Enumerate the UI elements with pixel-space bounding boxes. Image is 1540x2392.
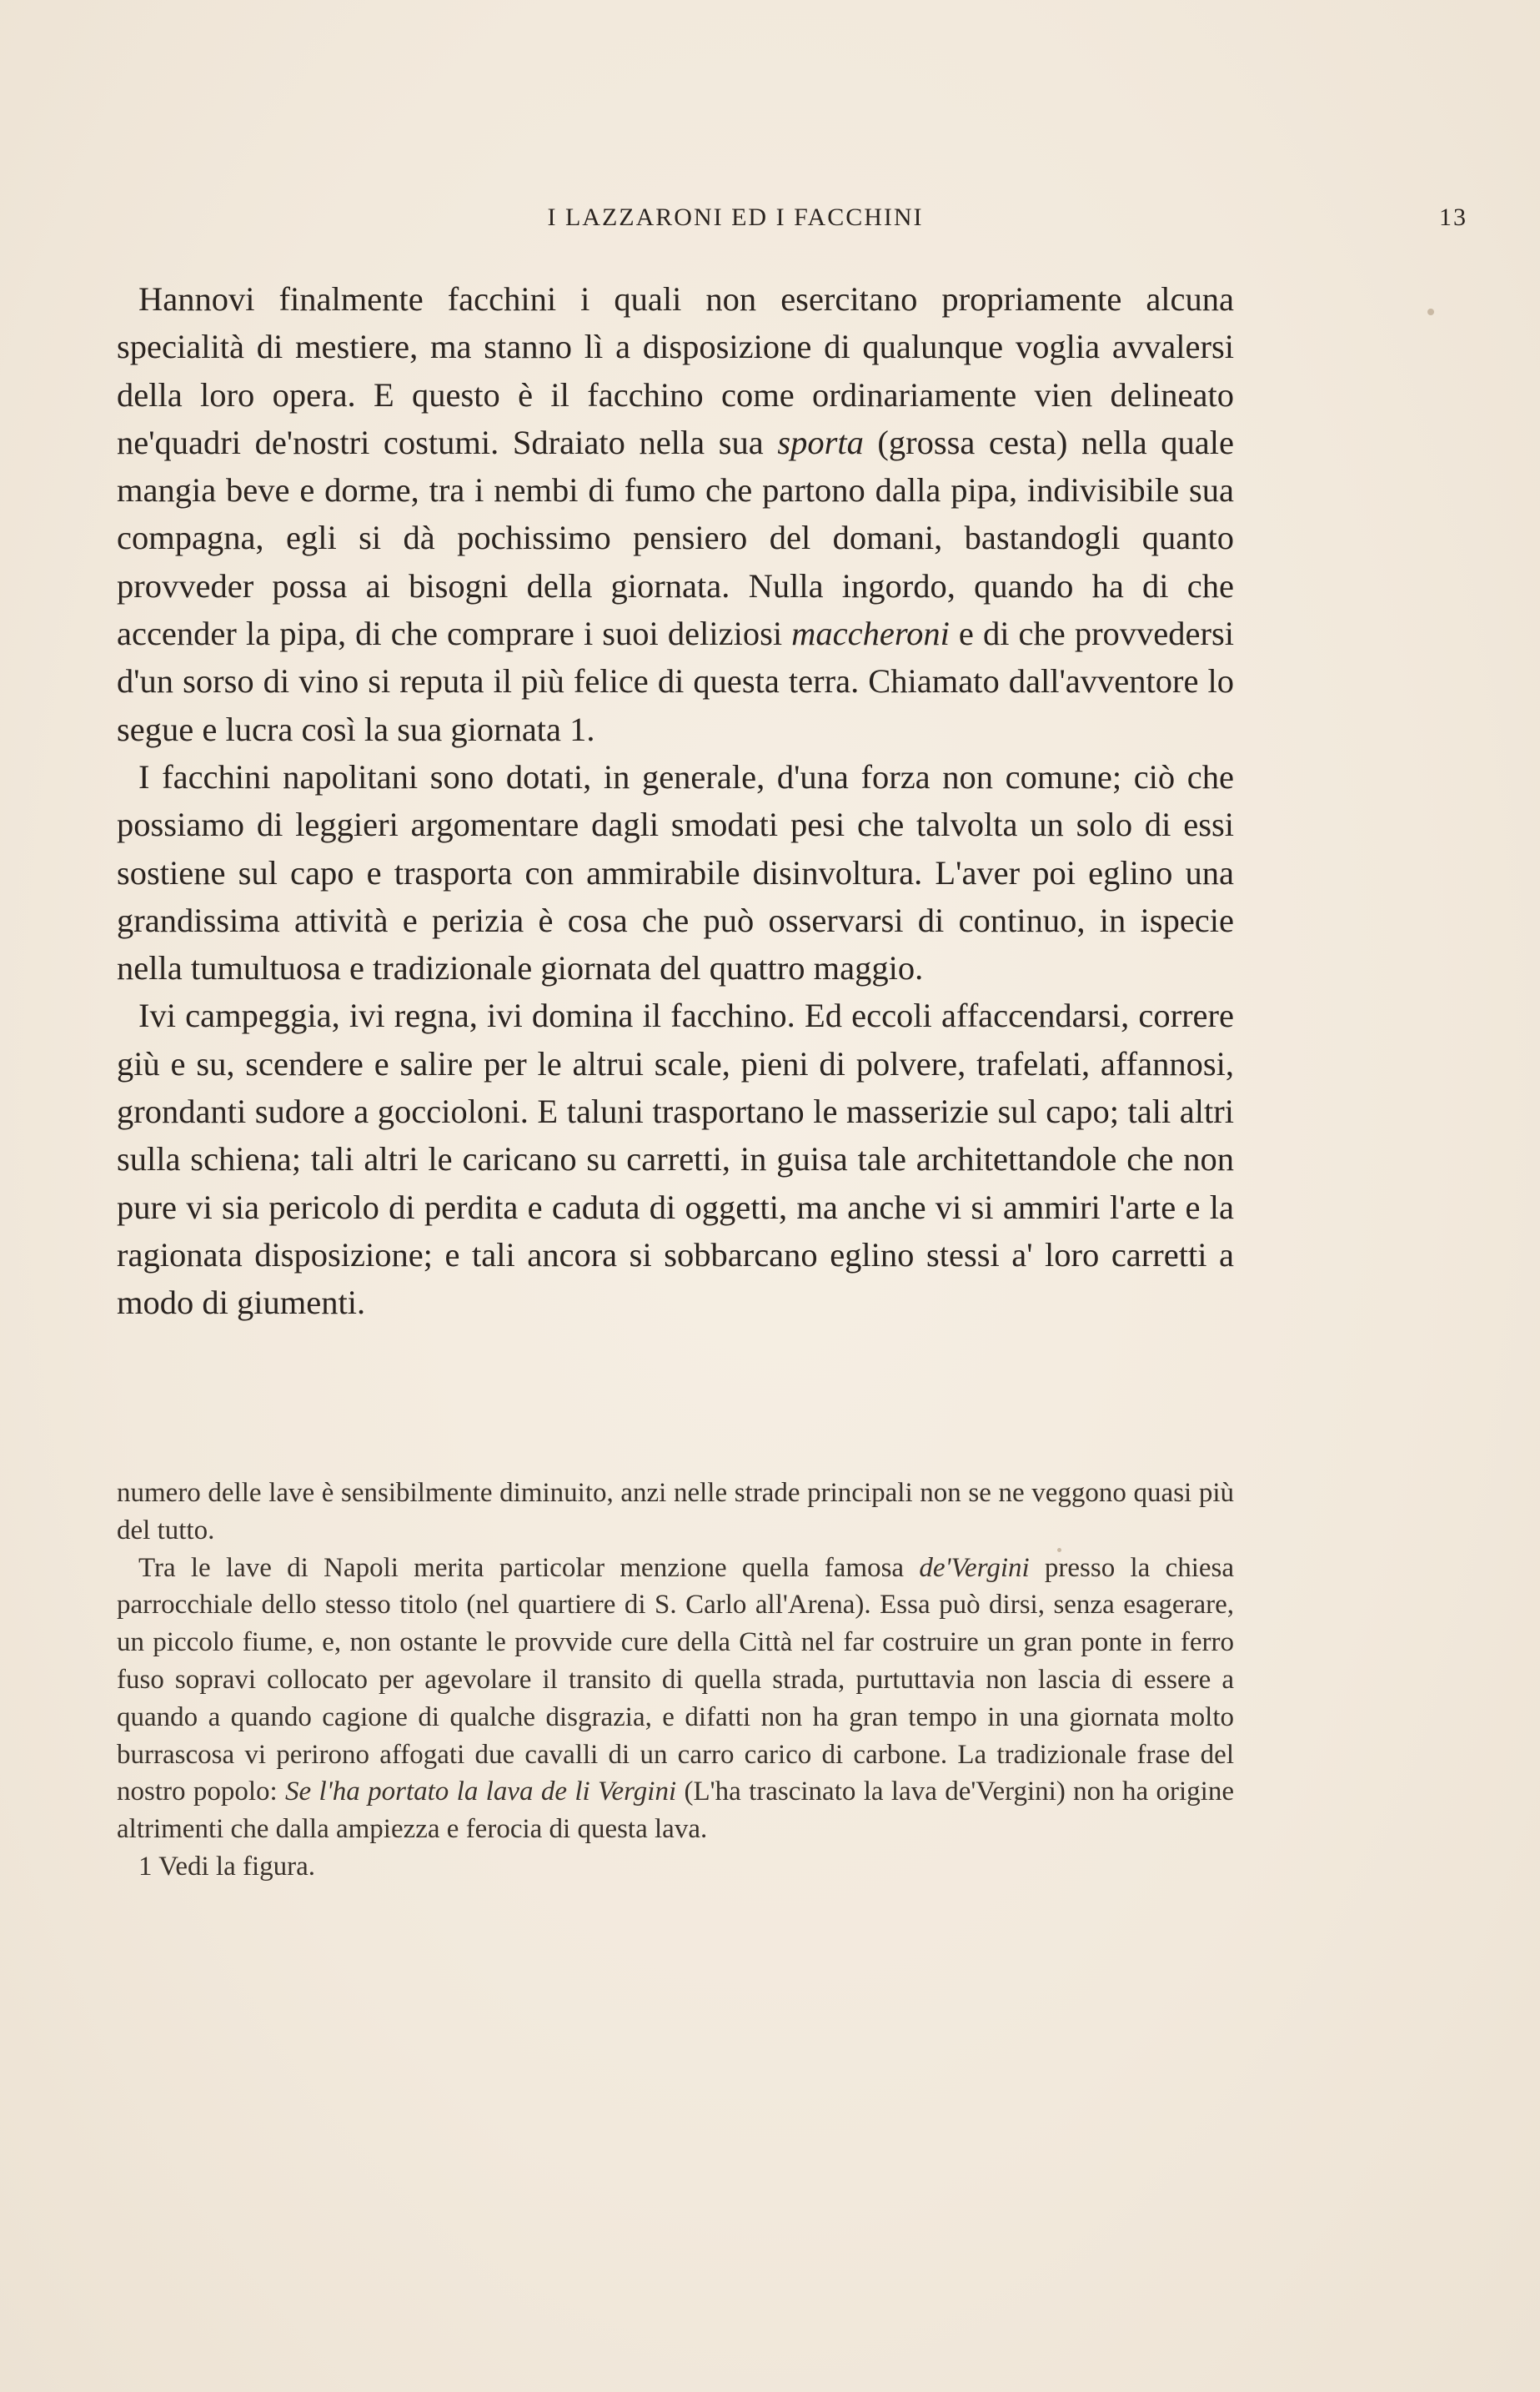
paragraph-text: e di che provvedersi d'un sorso di vino si reputa il più felice di questa terra. Chiamato dall'avventore lo segue e lucra così la sua giornata xyxy=(117,615,1235,748)
paragraph xyxy=(117,275,1234,753)
page-number: 13 xyxy=(1439,204,1467,231)
italic-term: maccheroni xyxy=(791,615,950,653)
footnote-text: (L'ha trascinato la lava de'Vergini) non ha origine altrimenti che dalla ampiezza e ferocia di questa lava. xyxy=(117,1776,1234,1845)
running-head xyxy=(117,204,1467,237)
paper-blemish xyxy=(1427,309,1434,315)
paragraph-text: . xyxy=(586,710,595,748)
italic-term: sporta xyxy=(777,423,864,461)
italic-quote: Se l'ha portato la lava de li Vergini xyxy=(285,1776,677,1807)
footnote-1-text: Vedi la figura. xyxy=(158,1851,316,1882)
paragraph-text: (grossa cesta) nella quale mangia beve e dorme, tra i nembi di fumo che partono dalla pipa, indivisibile sua compagna, egli si dà pochissimo pensiero del domani, bastandogli quanto provveder possa ai bisogni della giornata. Nulla ingordo, quando ha di che accender la pipa, di che comprare i suoi deliziosi xyxy=(117,423,1234,653)
italic-term: de'Vergini xyxy=(919,1552,1030,1583)
paragraph: I facchini napolitani sono dotati, in generale, d'una forza non comune; ciò che possiamo di leggieri argomentare dagli smodati pesi che talvolta un solo di essi sostiene sul capo e trasporta con ammirabile disinvoltura. L'aver poi eglino una grandissima attività e perizia è cosa che può osservarsi di continuo, in ispecie nella tumultuosa e tradizionale giornata del quattro maggio. xyxy=(117,757,1234,987)
footnotes xyxy=(117,1475,1234,1886)
footnote-text: presso la chiesa parrocchiale dello stesso titolo (nel quartiere di S. Carlo all'Arena). Essa può dirsi, senza esagerare, un piccolo fiume, e, non ostante le provvide cure della Città nel far costruire un gran ponte in ferro fuso sopravi collocato per agevolare il transito di quella strada, purtuttavia non lascia di essere a quando a quando cagione di qualche disgrazia, e difatti non ha gran tempo in una giornata molto burrascosa vi perirono affogati due cavalli di un carro carico di carbone. La tradizionale frase del nostro popolo: xyxy=(117,1552,1235,1807)
footnote-continued: numero delle lave è sensibilmente diminuito, anzi nelle strade principali non se ne veggono quasi più del tutto. xyxy=(117,1478,1234,1545)
footnote-text: Tra le lave di Napoli merita particolar menzione quella famosa xyxy=(138,1552,920,1583)
footnote-reference[interactable]: 1 xyxy=(569,710,587,748)
footnote-1-mark: 1 xyxy=(138,1851,153,1882)
main-text xyxy=(117,275,1234,1327)
paragraph-text: Hannovi finalmente facchini i quali non esercitano propriamente alcuna specialità di mestiere, ma stanno lì a disposizione di qualunque voglia avvalersi della loro opera. E questo è il facchino come ordinariamente vien delineato ne'quadri de'nostri costumi. Sdraiato nella sua xyxy=(117,280,1234,461)
footnote-1 xyxy=(117,1848,1234,1886)
running-title: I LAZZARONI ED I FACCHINI xyxy=(547,204,924,231)
paragraph: Ivi campeggia, ivi regna, ivi domina il facchino. Ed eccoli affaccendarsi, correre giù e su, scendere e salire per le altrui scale, pieni di polvere, trafelati, affannosi, grondanti sudore a goccioloni. E taluni trasportano le masserizie sul capo; tali altri sulla schiena; tali altri le caricano su carretti, in guisa tale architettandole che non pure vi sia pericolo di perdita e caduta di oggetti, ma anche vi si ammiri l'arte e la ragionata disposizione; e tali ancora si sobbarcano eglino stessi a' loro carretti a modo di giumenti. xyxy=(117,997,1234,1322)
footnote-paragraph xyxy=(117,1550,1234,1848)
